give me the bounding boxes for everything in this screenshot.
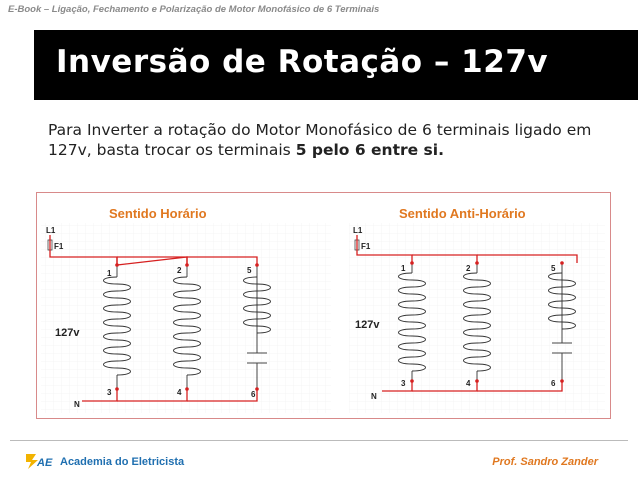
left-grid bbox=[41, 223, 331, 413]
left-voltage-label: 127v bbox=[55, 327, 80, 339]
lightning-icon bbox=[24, 452, 56, 470]
footer-divider bbox=[10, 440, 628, 441]
title-bar bbox=[34, 30, 638, 100]
right-f1-label: F1 bbox=[361, 242, 371, 251]
left-terminal-1: 1 bbox=[107, 269, 112, 278]
right-terminal-1: 1 bbox=[401, 264, 406, 273]
wiring-diagram bbox=[36, 192, 611, 419]
slide-body-text bbox=[48, 120, 628, 160]
diagram-anti-horario-title: Sentido Anti-Horário bbox=[399, 206, 526, 221]
left-terminal-6: 6 bbox=[251, 390, 256, 399]
diagram-horario-title: Sentido Horário bbox=[109, 206, 207, 221]
right-terminal-4: 4 bbox=[466, 379, 471, 388]
right-n-label: N bbox=[371, 392, 377, 401]
right-terminal-2: 2 bbox=[466, 264, 471, 273]
logo-text: AE bbox=[37, 457, 53, 469]
right-terminal-3: 3 bbox=[401, 379, 406, 388]
left-terminal-3: 3 bbox=[107, 388, 112, 397]
brand-logo bbox=[24, 452, 56, 475]
right-terminal-5: 5 bbox=[551, 264, 556, 273]
ebook-header: E-Book – Ligação, Fechamento e Polarização de Motor Monofásico de 6 Terminais bbox=[8, 4, 380, 15]
footer-author: Prof. Sandro Zander bbox=[492, 456, 598, 468]
left-terminal-5: 5 bbox=[247, 266, 252, 275]
left-l1-label: L1 bbox=[46, 226, 56, 235]
right-l1-label: L1 bbox=[353, 226, 363, 235]
left-terminal-2: 2 bbox=[177, 266, 182, 275]
left-terminal-4: 4 bbox=[177, 388, 182, 397]
body-text-plain: Para Inverter a rotação do Motor Monofásico de 6 terminais ligado em 127v, basta trocar os terminais bbox=[48, 121, 592, 159]
wiring-diagram-svg bbox=[37, 193, 610, 418]
right-terminal-6: 6 bbox=[551, 379, 556, 388]
right-voltage-label: 127v bbox=[355, 319, 380, 331]
left-n-label: N bbox=[74, 400, 80, 409]
left-f1-label: F1 bbox=[54, 242, 64, 251]
body-text-bold: 5 pelo 6 entre si. bbox=[295, 141, 444, 159]
slide-title: Inversão de Rotação – 127v bbox=[56, 44, 549, 80]
footer-brand: Academia do Eletricista bbox=[60, 456, 185, 468]
